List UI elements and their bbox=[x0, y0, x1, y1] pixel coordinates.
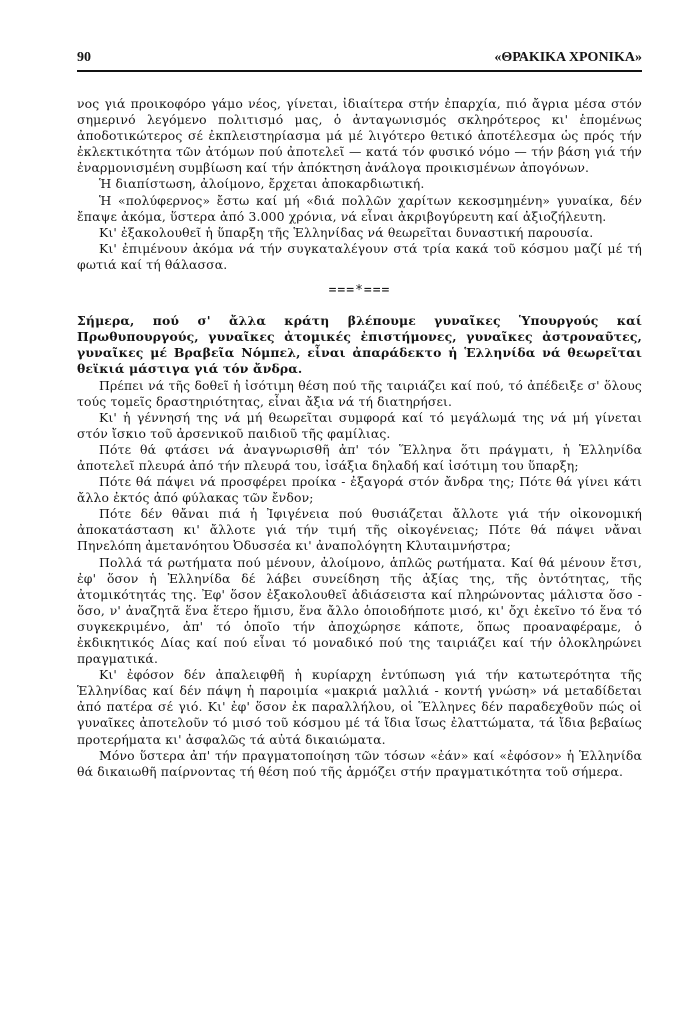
paragraph: Πρέπει νά τῆς δοθεῖ ἡ ἰσότιμη θέση πού τῆς ταιριάζει καί πού, τό ἀπέδειξε σ' ὅλους τούς τομεῖς δραστηριότητας, εἶναι ἄξια νά τή διατηρήσει. bbox=[77, 377, 642, 409]
paragraph: Κι' ἐφόσον δέν ἀπαλειφθῆ ἡ κυρίαρχη ἐντύπωση γιά τήν κατωτερότητα τῆς Ἑλληνίδας καί δέν πάψη ἡ παροιμία «μακριά μαλλιά - κοντή γνώση» νά μεταδίδεται ἀπό πατέρα σέ γιό. Κι' ἐφ' ὅσον ἐκ παραλλήλου, οἱ Ἕλληνες δέν παραδεχθοῦν πώς οἱ γυναῖκες ἀποτελοῦν τό μισό τοῦ κόσμου μέ τά ἴδια ἴσως ἐλαττώματα, τά ἴδια βεβαίως προτερήματα κι' ἀσφαλῶς τά αὐτά δικαιώματα. bbox=[77, 667, 642, 747]
paragraph: Ἡ «πολύφερνος» ἔστω καί μή «διά πολλῶν χαρίτων κεκοσμημένη» γυναίκα, δέν ἔπαψε ἀκόμα, ὕστερα ἀπό 3.000 χρόνια, νά εἶναι ἀκριβογύρευτη καί ἀξιοζήλευτη. bbox=[77, 192, 642, 224]
paragraph: Κι' ἐξακολουθεῖ ἡ ὕπαρξη τῆς Ἑλληνίδας νά θεωρεῖται δυναστική παρουσία. bbox=[99, 224, 594, 240]
journal-title: «ΘΡΑΚΙΚΑ ΧΡΟΝΙΚΑ» bbox=[494, 50, 642, 65]
paragraph: Ἡ διαπίστωση, ἀλοίμονο, ἔρχεται ἀποκαρδιωτική. bbox=[99, 176, 425, 192]
paragraph: Πότε δέν θἄναι πιά ἡ Ἰφιγένεια πού θυσιάζεται ἄλλοτε γιά τήν οἰκονομική ἀποκατάσταση κι' ἄλλοτε γιά τήν τιμή τῆς οἰκογένειας; Πότε θά πάψει νἄναι Πηνελόπη ἀμετανόητου Ὀδυσσέα κι' ἀναπολόγητη Κλυταιμνήστρα; bbox=[77, 506, 642, 554]
paragraph: Κι' ἡ γέννησή της νά μή θεωρεῖται συμφορά καί τό μεγάλωμά της νά μή γίνεται στόν ἴσκιο τοῦ ἀρσενικοῦ παιδιοῦ τῆς φαμίλιας. bbox=[77, 409, 642, 441]
article-body bbox=[77, 96, 642, 780]
section-separator: ===*=== bbox=[328, 283, 391, 299]
paragraph: νος γιά προικοφόρο γάμο νέος, γίνεται, ἰδιαίτερα στήν ἐπαρχία, πιό ἄγρια μέσα στόν σημερινό λεγόμενο πολιτισμό μας, ὁ ἀνταγωνισμός σκληρότερος κι' ἑπομένως ἀποδοτικώτερος σέ ἐκπλειστηρίασμα μά μέ λιγότερο θετικό ἀποτέλεσμα ὡς πρός τήν ἐκλεκτικότητα τῶν ἀτόμων πού ἀποτελεῖ — κατά τόν φυσικό νόμο — τήν βάση γιά τήν ἐναρμονισμένη συμβίωση καί τήν ἀπόκτηση ἀνάλογα προικισμένων ἀπογόνων. bbox=[77, 96, 642, 176]
lead-paragraph: Σήμερα, πού σ' ἄλλα κράτη βλέπουμε γυναῖκες Ὑπουργούς καί Πρωθυπουργούς, γυναῖκες ἀτομικές ἐπιστήμονες, γυναῖκες ἀστροναῦτες, γυναῖκες μέ Βραβεῖα Νόμπελ, εἶναι ἀπαράδεκτο ἡ Ἑλληνίδα νά θεωρεῖται θεϊκιά μάστιγα γιά τόν ἄνδρα. bbox=[77, 313, 642, 377]
paragraph: Κι' ἐπιμένουν ἀκόμα νά τήν συγκαταλέγουν στά τρία κακά τοῦ κόσμου μαζί μέ τή φωτιά καί τή θάλασσα. bbox=[77, 240, 642, 272]
page-number: 90 bbox=[77, 50, 91, 65]
paragraph: Πότε θά φτάσει νά ἀναγνωρισθῆ ἀπ' τόν Ἕλληνα ὅτι πράγματι, ἡ Ἑλληνίδα ἀποτελεῖ πλευρά ἀπό τήν πλευρά του, ἰσάξια δηλαδή καί ἰσότιμη του ὕπαρξη; bbox=[77, 441, 642, 473]
paragraph: Μόνο ὕστερα ἀπ' τήν πραγματοποίηση τῶν τόσων «ἐάν» καί «ἐφόσον» ἡ Ἑλληνίδα θά δικαιωθῆ παίρνοντας τή θέση πού τῆς ἁρμόζει στήν πραγματικότητα τοῦ σήμερα. bbox=[77, 747, 642, 779]
paragraph: Πολλά τά ρωτήματα πού μένουν, ἀλοίμονο, ἁπλῶς ρωτήματα. Καί θά μένουν ἔτσι, ἐφ' ὅσον ἡ Ἑλληνίδα δέ λάβει συνείδηση τῆς ἀξίας της, τῆς ὀντότητας, τῆς ἀτομικότητάς της. Ἐφ' ὅσον ἐξακολουθεῖ ἀδιάσειστα καί πληρώνοντας μάλιστα ὅσο - ὅσο, ν' ἀναζητᾶ ἕνα ἕτερο ἥμισυ, ἕνα ἄλλο ὁποιοδήποτε μισό, κι' ὄχι ἐκεῖνο τό ἕνα τό συγκεκριμένο, ἀπ' τό ὁποῖο τήν ἀποχώρησε κάποτε, ὅπως προαναφέραμε, ὁ ἐκδικητικός Δίας καί πού εἶναι τό μοναδικό πού της ταιριάζει καί τήν ὁλοκληρώνει πραγματικά. bbox=[77, 554, 642, 667]
header-rule bbox=[77, 70, 642, 72]
running-head bbox=[77, 50, 642, 68]
paragraph: Πότε θά πάψει νά προσφέρει προίκα - ἐξαγορά στόν ἄνδρα της; Πότε θά γίνει κάτι ἄλλο ἐκτός ἀπό φύλακας τῶν ἔνδον; bbox=[77, 474, 642, 506]
